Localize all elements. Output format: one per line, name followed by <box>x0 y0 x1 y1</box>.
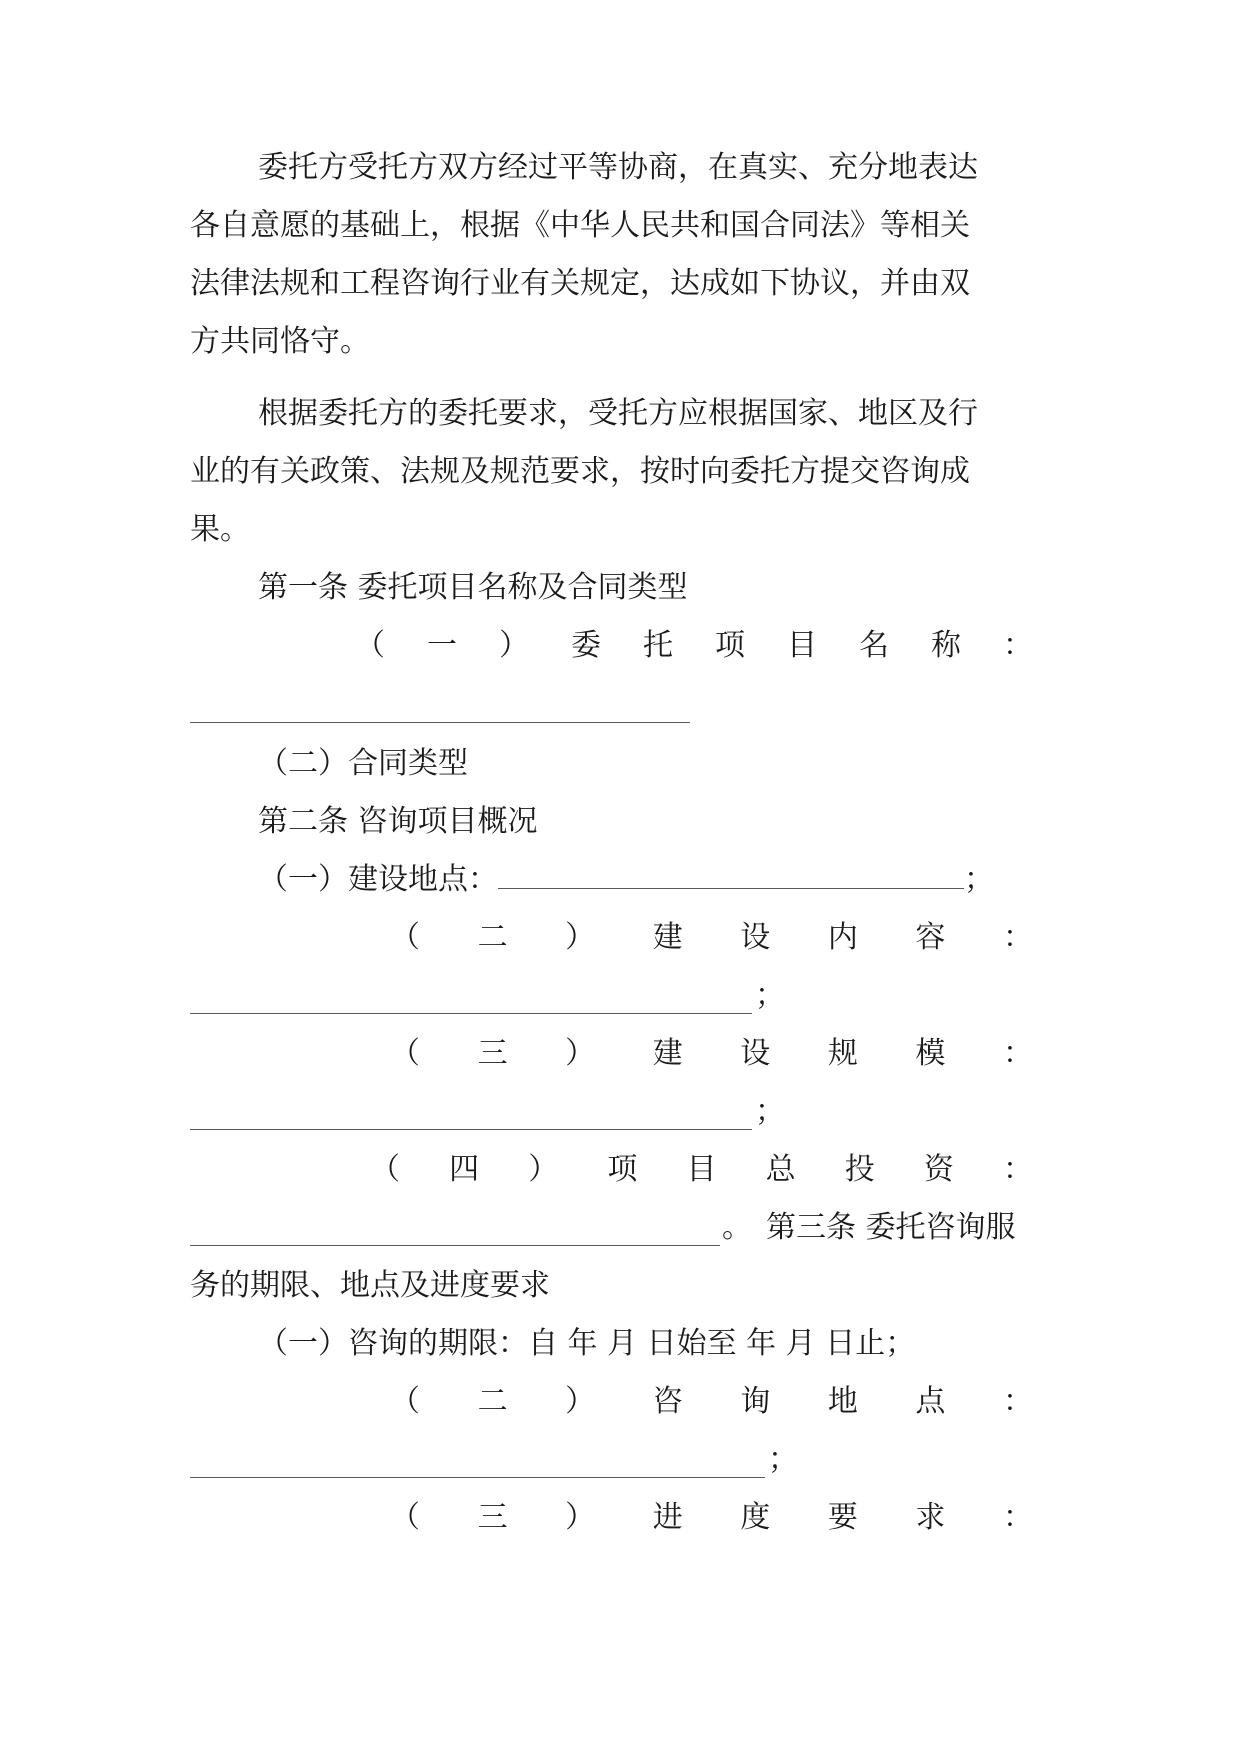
char: ） <box>565 1036 596 1071</box>
char: 规 <box>827 1036 858 1071</box>
paragraph-1-line-1: 委托方受托方双方经过平等协商，在真实、充分地表达 <box>258 150 978 185</box>
char: 度 <box>740 1500 771 1535</box>
article-2-item-1 <box>258 860 994 900</box>
char: 资 <box>923 1152 954 1187</box>
char: 托 <box>643 628 673 663</box>
construction-scale-blank[interactable] <box>190 1129 752 1130</box>
char: ） <box>499 628 529 663</box>
char: 三 <box>477 1500 508 1535</box>
char: 项 <box>715 628 745 663</box>
char: 建 <box>652 920 683 955</box>
char: ： <box>1002 1384 1033 1419</box>
article-3-title-text: 第三条 委托咨询服 <box>766 1210 1016 1245</box>
char: 进 <box>652 1500 683 1535</box>
consulting-location-blank[interactable] <box>190 1477 765 1478</box>
construction-site-blank[interactable] <box>498 860 964 889</box>
article-3-item-2-label <box>390 1382 1033 1422</box>
char: 总 <box>765 1152 796 1187</box>
char: 内 <box>827 920 858 955</box>
char: ） <box>528 1152 559 1187</box>
char: 投 <box>844 1152 875 1187</box>
char: 委 <box>571 628 601 663</box>
punctuation: ； <box>964 862 994 897</box>
char: 名 <box>859 628 889 663</box>
char: 称 <box>931 628 961 663</box>
project-name-blank[interactable] <box>190 722 690 723</box>
char: 要 <box>827 1500 858 1535</box>
paragraph-1-line-4: 方共同恪守。 <box>190 324 370 359</box>
char: （ <box>390 920 420 955</box>
char: 建 <box>652 1036 683 1071</box>
char: 一 <box>427 628 457 663</box>
char: 目 <box>686 1152 717 1187</box>
char: 设 <box>740 1036 771 1071</box>
article-3-item-1: （一）咨询的期限：自 年 月 日始至 年 月 日止； <box>258 1326 916 1361</box>
char: ） <box>565 920 596 955</box>
char: 项 <box>607 1152 638 1187</box>
char: ： <box>1003 1152 1033 1187</box>
article-2-item-4-label <box>370 1150 1033 1190</box>
char: 四 <box>449 1152 480 1187</box>
construction-content-blank[interactable] <box>190 1013 752 1014</box>
total-investment-blank[interactable] <box>190 1245 720 1246</box>
paragraph-2-line-2: 业的有关政策、法规及规范要求，按时向委托方提交咨询成 <box>190 454 970 489</box>
punctuation: ； <box>755 1094 785 1129</box>
article-1-title: 第一条 委托项目名称及合同类型 <box>258 570 688 605</box>
punctuation: 。 <box>722 1210 752 1245</box>
article-3-title-part-1 <box>722 1208 1016 1248</box>
char: ） <box>565 1500 596 1535</box>
article-3-title-part-2: 务的期限、地点及进度要求 <box>190 1268 550 1303</box>
char: （ <box>390 1036 420 1071</box>
article-2-item-2-label <box>390 918 1033 958</box>
char: 点 <box>915 1384 946 1419</box>
char: 模 <box>915 1036 946 1071</box>
char: 二 <box>477 920 508 955</box>
char: 求 <box>915 1500 946 1535</box>
paragraph-2-line-1: 根据委托方的委托要求，受托方应根据国家、地区及行 <box>258 396 978 431</box>
punctuation: ； <box>768 1442 798 1477</box>
article-1-item-1-label <box>355 626 1033 666</box>
char: ） <box>565 1384 596 1419</box>
char: 询 <box>740 1384 771 1419</box>
article-1-item-2: （二）合同类型 <box>258 746 468 781</box>
char: ： <box>1002 1500 1033 1535</box>
char: 目 <box>787 628 817 663</box>
char: 二 <box>477 1384 508 1419</box>
char: 咨 <box>652 1384 683 1419</box>
paragraph-1-line-3: 法律法规和工程咨询行业有关规定，达成如下协议，并由双 <box>190 266 970 301</box>
paragraph-2-line-3: 果。 <box>190 512 250 547</box>
char: （ <box>390 1384 420 1419</box>
construction-site-label: （一）建设地点： <box>258 862 498 897</box>
char: 地 <box>827 1384 858 1419</box>
char: 设 <box>740 920 771 955</box>
char: 三 <box>477 1036 508 1071</box>
char: ： <box>1003 628 1033 663</box>
article-3-item-3-label <box>390 1498 1033 1538</box>
char: ： <box>1002 920 1033 955</box>
char: ： <box>1002 1036 1033 1071</box>
char: （ <box>370 1152 400 1187</box>
article-2-item-3-label <box>390 1034 1033 1074</box>
char: （ <box>390 1500 420 1535</box>
punctuation: ； <box>755 978 785 1013</box>
char: 容 <box>915 920 946 955</box>
char: （ <box>355 628 385 663</box>
article-2-title: 第二条 咨询项目概况 <box>258 804 538 839</box>
paragraph-1-line-2: 各自意愿的基础上，根据《中华人民共和国合同法》等相关 <box>190 208 970 243</box>
